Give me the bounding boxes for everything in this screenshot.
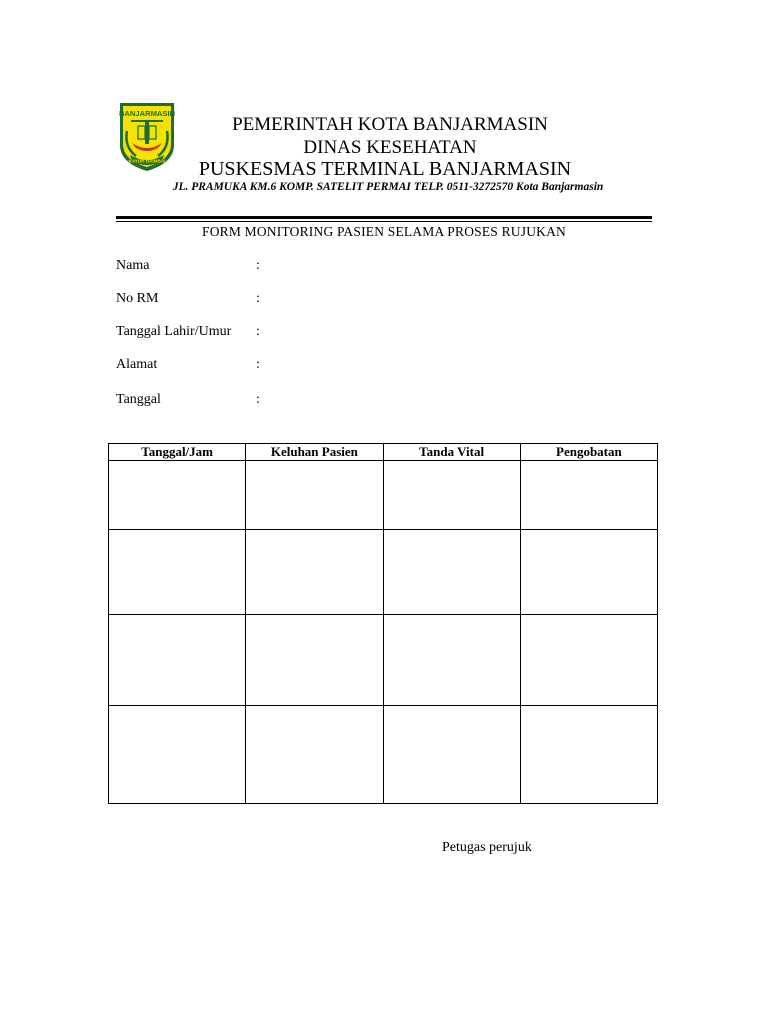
- table-cell[interactable]: [383, 706, 520, 804]
- letterhead-rule-thick: [116, 216, 652, 219]
- column-header-pengobatan: Pengobatan: [520, 444, 657, 461]
- table-cell[interactable]: [246, 615, 383, 706]
- field-colon: :: [256, 357, 260, 372]
- table-cell[interactable]: [383, 530, 520, 615]
- letterhead-institution: PUSKESMAS TERMINAL BANJARMASIN: [198, 158, 572, 180]
- field-label: Alamat: [116, 357, 158, 372]
- field-colon: :: [256, 324, 260, 339]
- field-tanggal-lahir-umur: [116, 324, 260, 340]
- letterhead-department: DINAS KESEHATAN: [303, 137, 477, 158]
- table-header-row: [109, 444, 658, 461]
- letterhead-address: JL. PRAMUKA KM.6 KOMP. SATELIT PERMAI TELP. 0511-3272570 Kota Banjarmasin: [172, 181, 604, 193]
- column-header-keluhan-pasien: Keluhan Pasien: [246, 444, 383, 461]
- logo-top-text: BANJARMASIN: [118, 109, 176, 118]
- field-alamat: [116, 357, 260, 373]
- form-title: FORM MONITORING PASIEN SELAMA PROSES RUJUKAN: [202, 224, 566, 239]
- table-cell[interactable]: [246, 706, 383, 804]
- table-row: [109, 615, 658, 706]
- signature-label: Petugas perujuk: [442, 840, 532, 855]
- table-cell[interactable]: [109, 461, 246, 530]
- table-cell[interactable]: [109, 706, 246, 804]
- table-cell[interactable]: [383, 615, 520, 706]
- table-cell[interactable]: [246, 530, 383, 615]
- table-cell[interactable]: [520, 461, 657, 530]
- table-cell[interactable]: [109, 615, 246, 706]
- table-cell[interactable]: [246, 461, 383, 530]
- table-row: [109, 530, 658, 615]
- letterhead-rule-thin: [116, 221, 652, 222]
- field-label: Tanggal Lahir/Umur: [116, 324, 232, 339]
- column-header-tanggal-jam: Tanggal/Jam: [109, 444, 246, 461]
- field-nama: [116, 258, 260, 274]
- field-tanggal: [116, 392, 260, 408]
- monitoring-table: [108, 443, 658, 804]
- field-colon: :: [256, 291, 260, 306]
- field-label: No RM: [116, 291, 159, 306]
- table-row: [109, 461, 658, 530]
- table-cell[interactable]: [520, 615, 657, 706]
- field-label: Tanggal: [116, 392, 161, 407]
- table-cell[interactable]: [520, 706, 657, 804]
- table-cell[interactable]: [383, 461, 520, 530]
- field-colon: :: [256, 258, 260, 273]
- field-no-rm: [116, 291, 260, 307]
- letterhead-government: PEMERINTAH KOTA BANJARMASIN: [232, 114, 548, 135]
- table-row: [109, 706, 658, 804]
- table-cell[interactable]: [520, 530, 657, 615]
- column-header-tanda-vital: Tanda Vital: [383, 444, 520, 461]
- banjarmasin-coat-of-arms-logo: [118, 101, 176, 173]
- logo-ribbon-text: KAYUH BAIMBAI: [128, 158, 166, 164]
- field-colon: :: [256, 392, 260, 407]
- field-label: Nama: [116, 258, 150, 273]
- table-cell[interactable]: [109, 530, 246, 615]
